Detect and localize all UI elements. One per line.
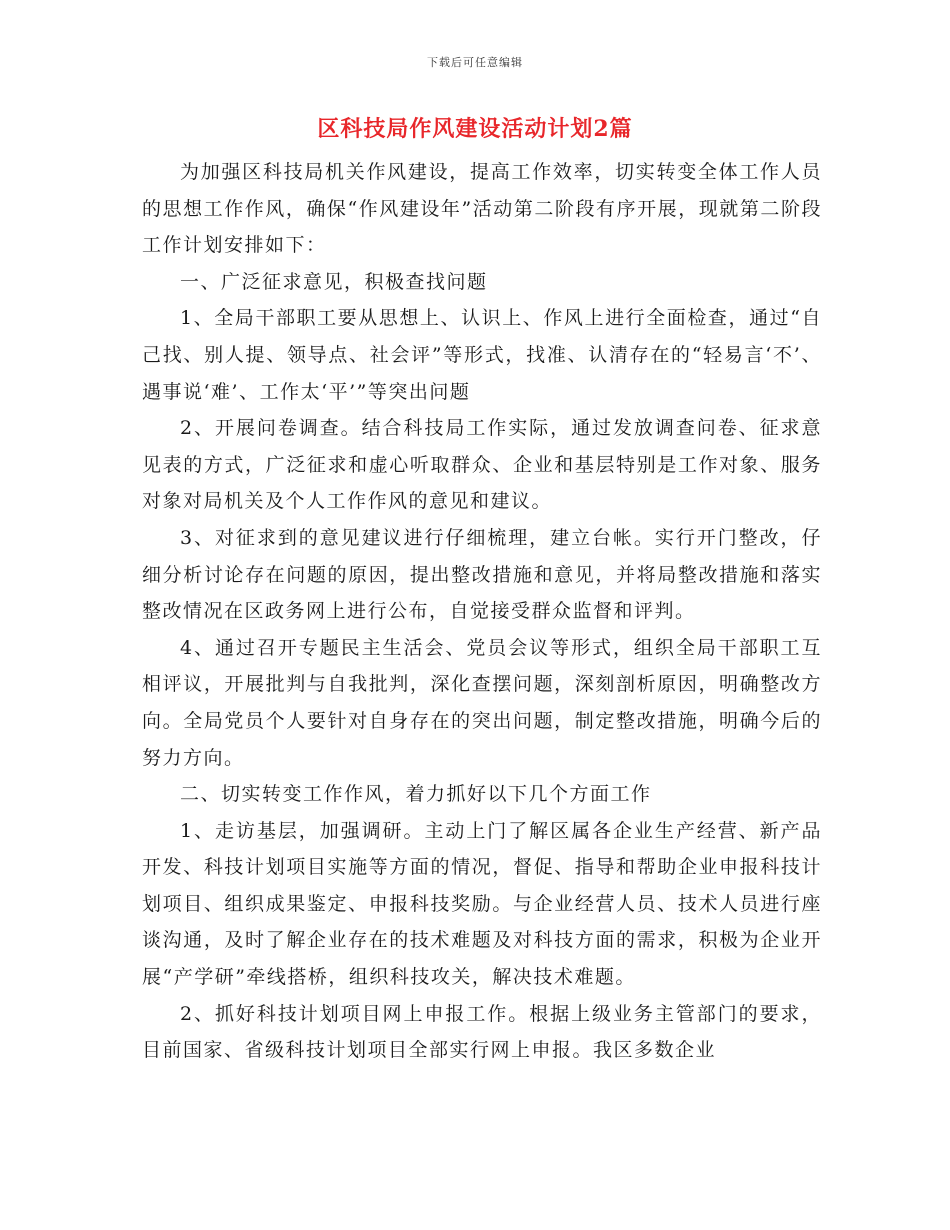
section-heading-2: 二、切实转变工作作风，着力抓好以下几个方面工作: [180, 783, 652, 806]
section-1-item-1: 1、全局干部职工要从思想上、认识上、作风上进行全面检查，通过“自己找、别人提、领导点、社会评”等形式，找准、认清存在的“轻易言‘不’、遇事说‘难’、工作太‘平’”等突出问题: [142, 307, 822, 403]
document-title: 区科技局作风建设活动计划2篇: [317, 116, 633, 142]
document-body: [142, 154, 822, 1069]
section-heading-1: 一、广泛征求意见，积极查找问题: [180, 270, 488, 293]
section-2-item-1: 1、走访基层，加强调研。主动上门了解区属各企业生产经营、新产品开发、科技计划项目实施等方面的情况，督促、指导和帮助企业申报科技计划项目、组织成果鉴定、申报科技奖励。与企业经营人员、技术人员进行座谈沟通，及时了解企业存在的技术难题及对科技方面的需求，积极为企业开展“产学研”牵线搭桥，组织科技攻关，解决技术难题。: [142, 819, 822, 989]
section-1-item-3: 3、对征求到的意见建议进行仔细梳理，建立台帐。实行开门整改，仔细分析讨论存在问题的原因，提出整改措施和意见，并将局整改措施和落实整改情况在区政务网上进行公布，自觉接受群众监督和评判。: [142, 526, 822, 623]
header-note: 下载后可任意编辑: [427, 56, 523, 69]
intro-paragraph: 为加强区科技局机关作风建设，提高工作效率，切实转变全体工作人员的思想工作作风，确保“作风建设年”活动第二阶段有序开展，现就第二阶段工作计划安排如下：: [142, 161, 822, 257]
section-2-item-2: 2、抓好科技计划项目网上申报工作。根据上级业务主管部门的要求，目前国家、省级科技计划项目全部实行网上申报。我区多数企业: [142, 1002, 822, 1062]
section-1-item-2: 2、开展问卷调查。结合科技局工作实际，通过发放调查问卷、征求意见表的方式，广泛征求和虚心听取群众、企业和基层特别是工作对象、服务对象对局机关及个人工作作风的意见和建议。: [142, 417, 822, 513]
section-1-item-4: 4、通过召开专题民主生活会、党员会议等形式，组织全局干部职工互相评议，开展批判与自我批判，深化查摆问题，深刻剖析原因，明确整改方向。全局党员个人要针对自身存在的突出问题，制定整改措施，明确今后的努力方向。: [142, 636, 822, 769]
